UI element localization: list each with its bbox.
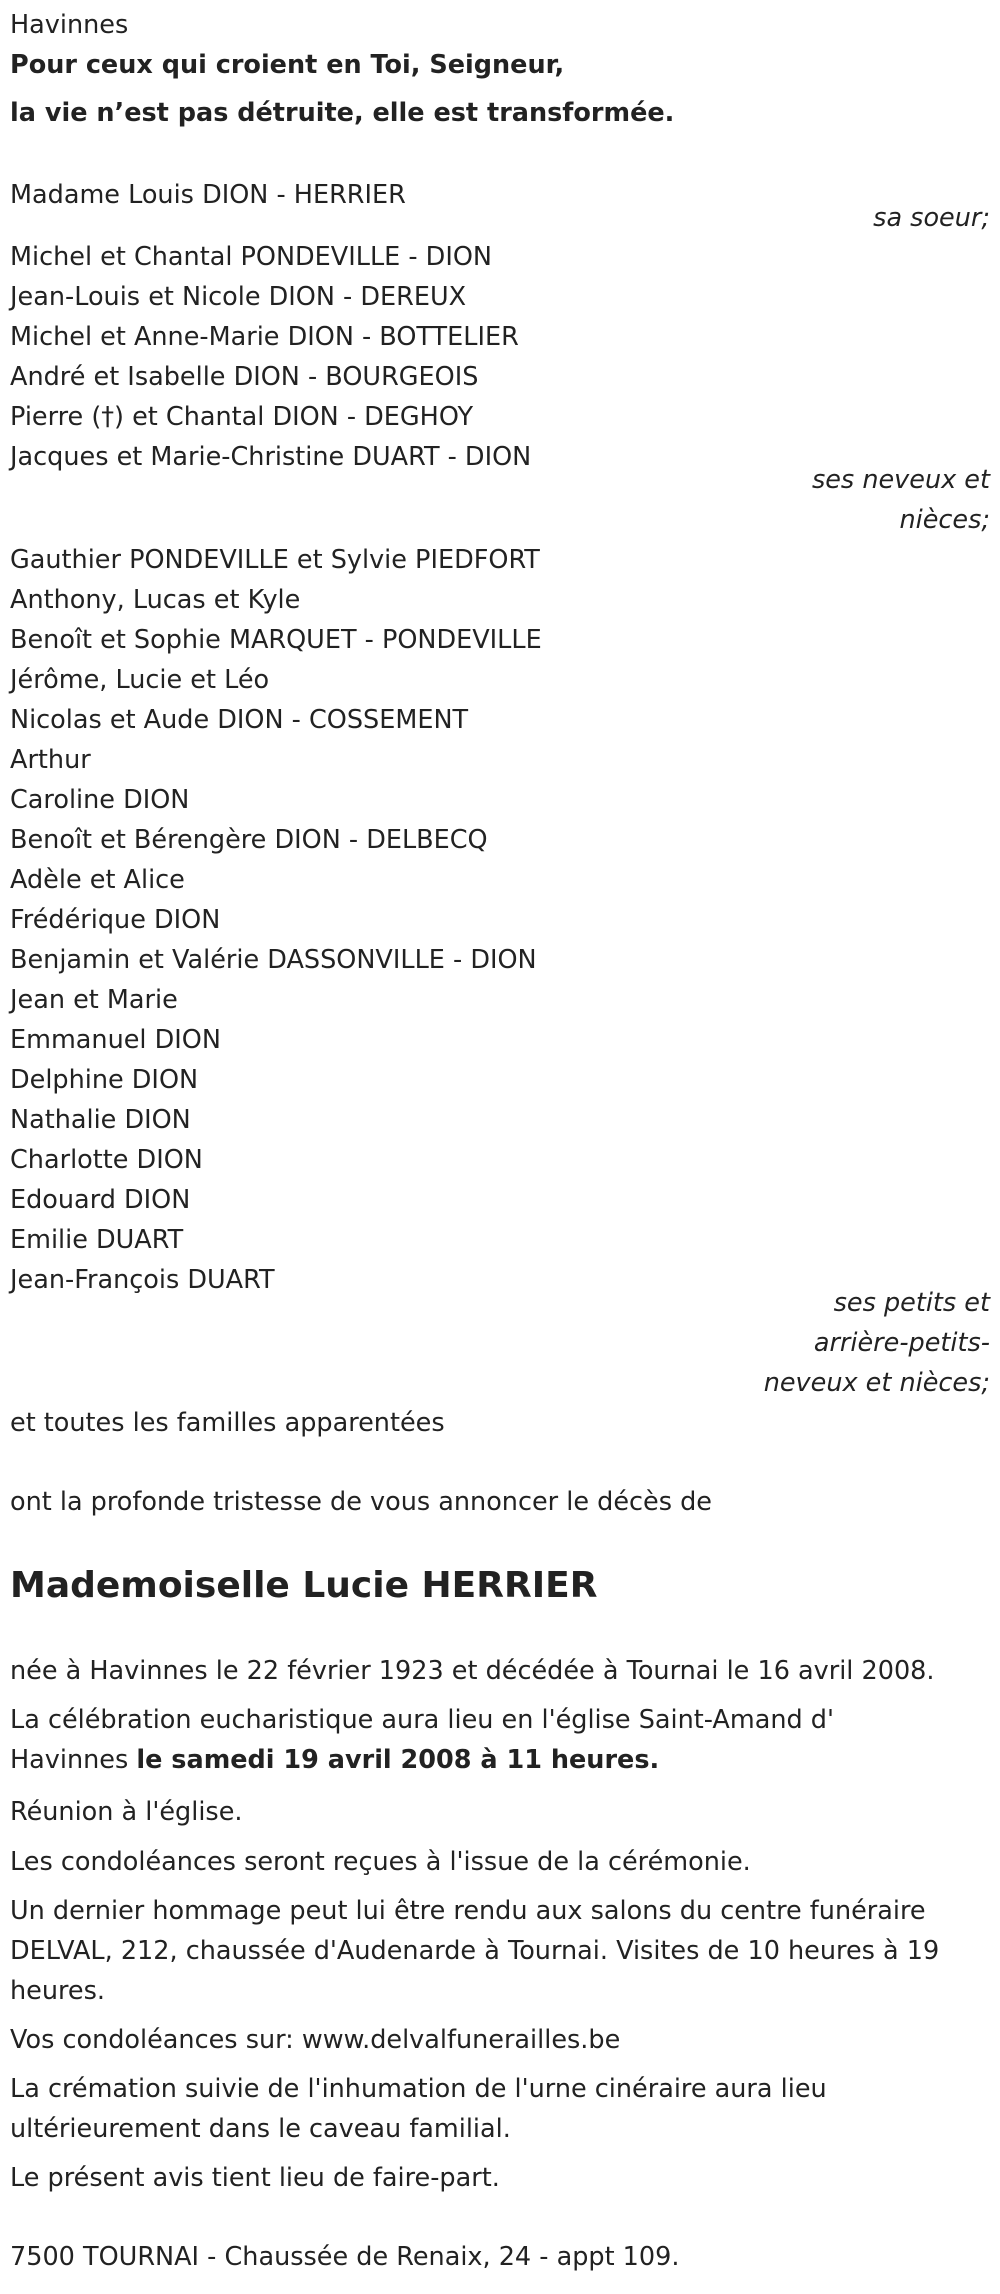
family-name: Anthony, Lucas et Kyle — [10, 585, 301, 615]
family-name: Caroline DION — [10, 785, 190, 815]
relation-label: ses neveux et — [811, 465, 990, 495]
relation-label: ses petits et — [833, 1288, 990, 1318]
family-name: Jean-François DUART — [10, 1265, 275, 1295]
relation-label: nièces; — [899, 505, 990, 535]
ceremony-paragraph — [10, 1700, 910, 1780]
nephews-list — [10, 237, 990, 477]
family-name: Michel et Chantal PONDEVILLE - DION — [10, 242, 492, 272]
families-line: et toutes les familles apparentées — [10, 1408, 445, 1438]
family-name: Emilie DUART — [10, 1225, 184, 1255]
family-name: Nathalie DION — [10, 1105, 191, 1135]
family-name: Benoît et Sophie MARQUET - PONDEVILLE — [10, 625, 542, 655]
cremation-paragraph: La crémation suivie de l'inhumation de l'urne cinéraire aura lieu ultérieurement dans le caveau familial. — [10, 2074, 827, 2144]
verse-line-2: la vie n’est pas détruite, elle est transformée. — [10, 98, 675, 128]
family-name: Gauthier PONDEVILLE et Sylvie PIEDFORT — [10, 545, 540, 575]
relation-block — [10, 1283, 990, 1403]
online-condolences-line: Vos condoléances sur: www.delvalfunerailles.be — [10, 2025, 621, 2055]
family-name: Jean et Marie — [10, 985, 178, 1015]
family-name: Pierre (†) et Chantal DION - DEGHOY — [10, 402, 474, 432]
birth-death-line: née à Havinnes le 22 février 1923 et décédée à Tournai le 16 avril 2008. — [10, 1656, 935, 1686]
announcement-line: ont la profonde tristesse de vous annoncer le décès de — [10, 1487, 712, 1517]
family-name: Benoît et Bérengère DION - DELBECQ — [10, 825, 488, 855]
ceremony-time: le samedi 19 avril 2008 à 11 heures. — [136, 1745, 660, 1775]
address-line: 7500 TOURNAI - Chaussée de Renaix, 24 - appt 109. — [10, 2242, 680, 2272]
deceased-name: Mademoiselle Lucie HERRIER — [10, 1565, 598, 1606]
tribute-paragraph: Un dernier hommage peut lui être rendu aux salons du centre funéraire DELVAL, 212, chaussée d'Audenarde à Tournai. Visites de 10 heures à 19 heures. — [10, 1896, 940, 2006]
ceremony-text: La célébration eucharistique aura lieu en l'église Saint-Amand d' Havinnes — [10, 1705, 834, 1775]
family-name: Madame Louis DION - HERRIER — [10, 180, 406, 210]
family-name: Edouard DION — [10, 1185, 191, 1215]
family-name: Emmanuel DION — [10, 1025, 221, 1055]
condolences-line: Les condoléances seront reçues à l'issue de la cérémonie. — [10, 1847, 751, 1877]
family-name: Nicolas et Aude DION - COSSEMENT — [10, 705, 469, 735]
verse-line-1: Pour ceux qui croient en Toi, Seigneur, — [10, 50, 565, 80]
relation-label: arrière-petits- — [813, 1328, 990, 1358]
relation-label: neveux et nièces; — [763, 1368, 990, 1398]
relation-block — [10, 460, 990, 540]
town-header: Havinnes — [10, 10, 129, 40]
family-name: Benjamin et Valérie DASSONVILLE - DION — [10, 945, 537, 975]
family-name: André et Isabelle DION - BOURGEOIS — [10, 362, 479, 392]
notice-line: Le présent avis tient lieu de faire-part. — [10, 2163, 500, 2193]
family-name: Adèle et Alice — [10, 865, 185, 895]
family-name: Michel et Anne-Marie DION - BOTTELIER — [10, 322, 519, 352]
family-name: Arthur — [10, 745, 91, 775]
family-name: Frédérique DION — [10, 905, 221, 935]
grand-nephews-list — [10, 540, 990, 1300]
relation-label: sa soeur; — [873, 203, 990, 233]
family-name: Delphine DION — [10, 1065, 199, 1095]
family-name: Jérôme, Lucie et Léo — [10, 665, 270, 695]
family-name: Jean-Louis et Nicole DION - DEREUX — [10, 282, 467, 312]
family-name: Jacques et Marie-Christine DUART - DION — [10, 442, 532, 472]
family-name: Charlotte DION — [10, 1145, 203, 1175]
meeting-line: Réunion à l'église. — [10, 1797, 243, 1827]
